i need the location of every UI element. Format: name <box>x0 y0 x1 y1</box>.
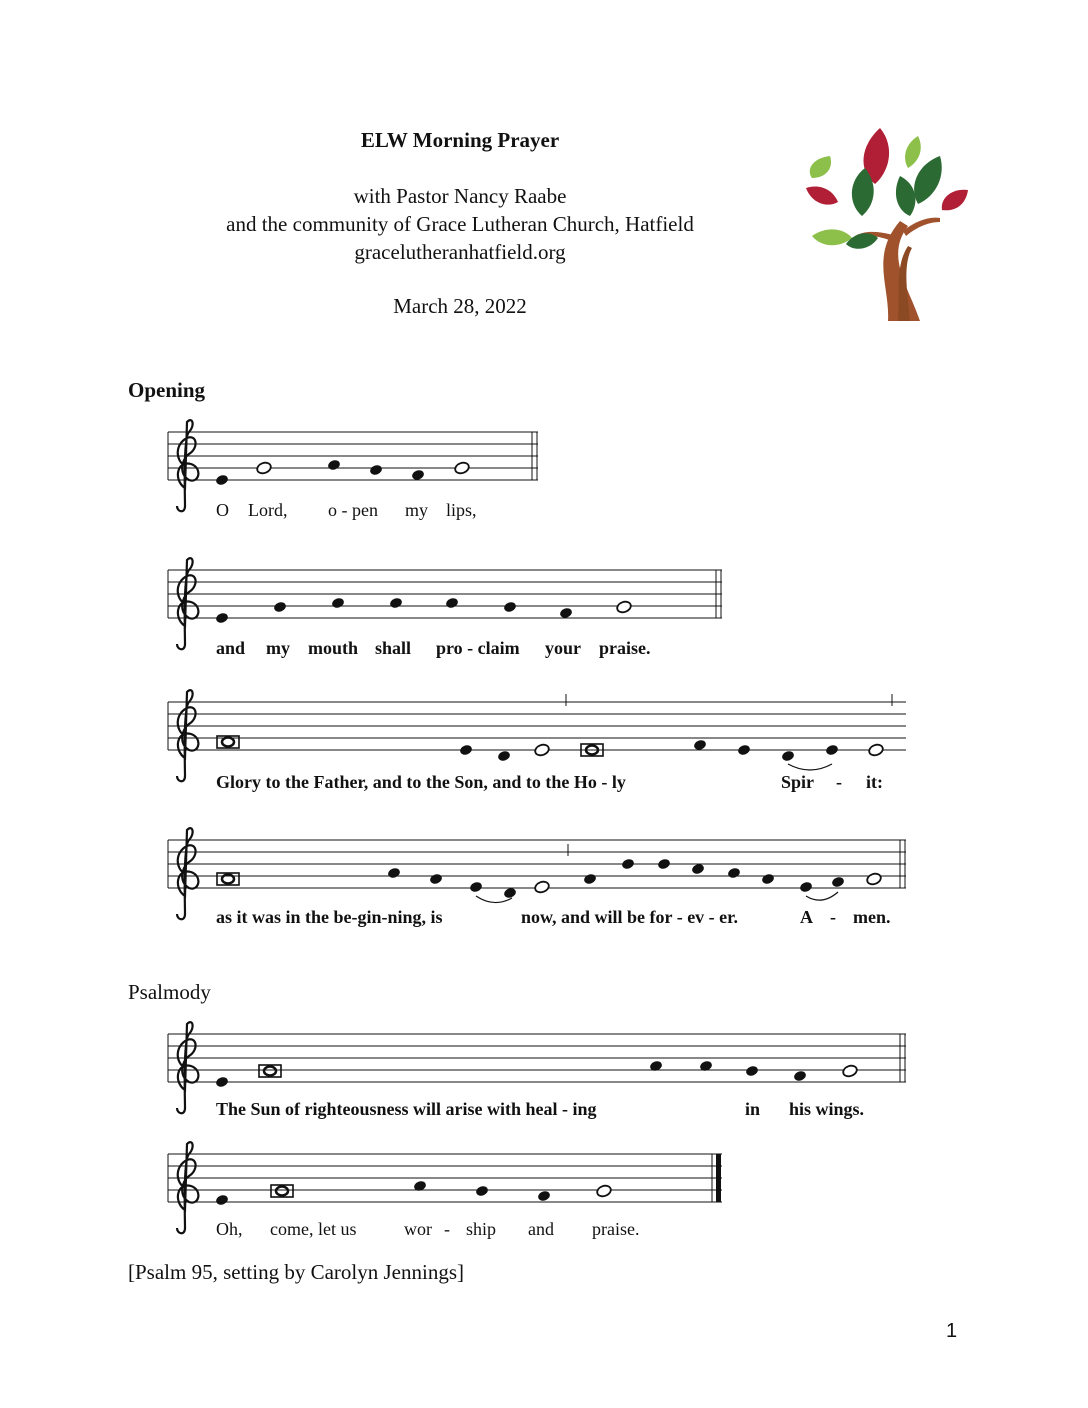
lyric-1c: o - pen <box>328 500 378 520</box>
lyric-4b: now, and will be for - ev - er. <box>521 907 739 927</box>
lyric-6g: praise. <box>592 1219 640 1239</box>
psalm-caption: [Psalm 95, setting by Carolyn Jennings] <box>128 1260 464 1284</box>
lyric-4a: as it was in the be-gin-ning, is <box>216 907 443 927</box>
lyric-6d: - <box>444 1219 450 1239</box>
staff-6 <box>168 1154 722 1202</box>
website-link[interactable]: gracelutheranhatfield.org <box>354 240 566 264</box>
lyric-2e: pro - claim <box>436 638 520 658</box>
lyric-2g: praise. <box>599 638 651 658</box>
lyric-2a: and <box>216 638 246 658</box>
staff-1 <box>168 432 538 480</box>
lyric-6c: wor <box>404 1219 432 1239</box>
lyric-2f: your <box>545 638 581 658</box>
lyric-3d: it: <box>866 772 883 792</box>
lyric-5a: The Sun of righteousness will arise with heal - ing <box>216 1099 597 1119</box>
lyric-6b: come, let us <box>270 1219 357 1239</box>
lyric-6e: ship <box>466 1219 497 1239</box>
subtitle-community: and the community of Grace Lutheran Church, Hatfield <box>226 212 694 236</box>
lyric-2c: mouth <box>308 638 359 658</box>
lyric-2d: shall <box>375 638 412 658</box>
lyric-1a: O <box>216 500 229 520</box>
lyric-5b: in <box>745 1099 761 1119</box>
document-title: ELW Morning Prayer <box>360 128 560 152</box>
lyric-5c: his wings. <box>789 1099 865 1119</box>
service-date: March 28, 2022 <box>393 294 527 318</box>
lyric-3a: Glory to the Father, and to the Son, and to the Ho - ly <box>216 772 626 792</box>
page-number: 1 <box>946 1320 958 1342</box>
subtitle-pastor: with Pastor Nancy Raabe <box>353 184 567 208</box>
lyric-4c: A <box>800 907 813 927</box>
lyric-3b: Spir <box>781 772 815 792</box>
lyric-6a: Oh, <box>216 1219 243 1239</box>
staff-2 <box>168 570 722 618</box>
lyric-3c: - <box>836 772 842 792</box>
lyric-6f: and <box>528 1219 554 1239</box>
lyric-1d: my <box>405 500 429 520</box>
lyric-4e: men. <box>853 907 891 927</box>
staff-3 <box>168 694 906 750</box>
lyric-2b: my <box>266 638 290 658</box>
section-heading-psalmody: Psalmody <box>128 980 211 1004</box>
lyric-4d: - <box>830 907 836 927</box>
staff-4 <box>168 840 906 888</box>
lyric-1b: Lord, <box>248 500 288 520</box>
section-heading-opening: Opening <box>128 378 206 402</box>
lyric-1e: lips, <box>446 500 477 520</box>
